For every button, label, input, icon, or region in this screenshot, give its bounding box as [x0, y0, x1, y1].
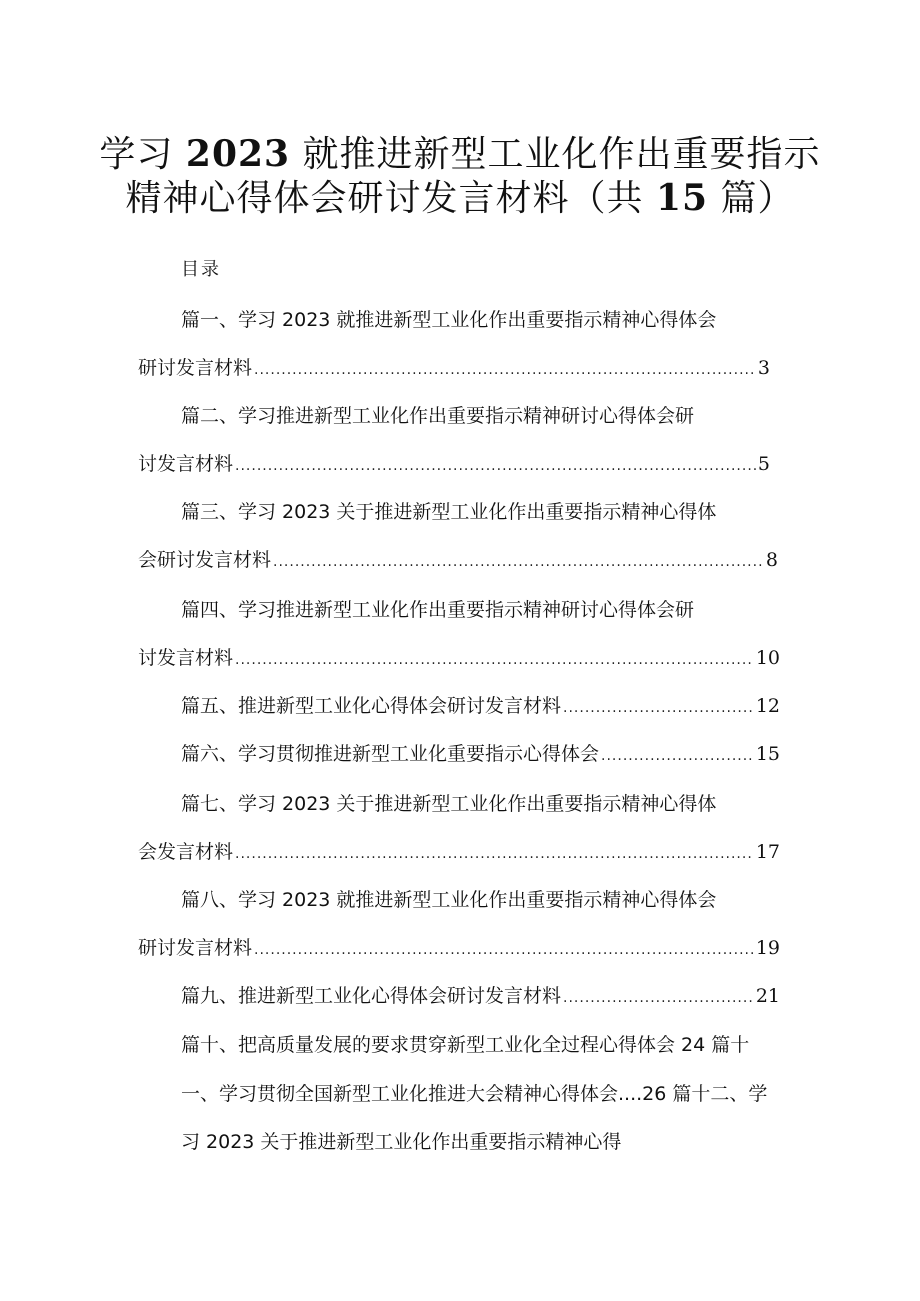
toc-page-number: 12 [755, 695, 780, 717]
document-title-line-1 [0, 132, 920, 177]
toc-leader-dots [563, 984, 754, 1012]
toc-leader-dots [254, 936, 754, 964]
toc-entry-text: 篇六、学习贯彻推进新型工业化重要指示心得体会 [181, 743, 600, 765]
toc-entry-text[interactable]: 篇一、学习 2023 就推进新型工业化作出重要指示精神心得体会 [181, 309, 717, 331]
toc-run-on-line[interactable]: 习 2023 关于推进新型工业化作出重要指示精神心得 [181, 1131, 622, 1153]
document-title-line-2 [0, 176, 920, 221]
toc-page-number: 8 [765, 549, 778, 571]
toc-run-on-line[interactable]: 一、学习贯彻全国新型工业化推进大会精神心得体会....26 篇十二、学 [181, 1083, 768, 1105]
toc-entry-text: 研讨发言材料 [138, 937, 253, 959]
toc-entry-text[interactable]: 篇二、学习推进新型工业化作出重要指示精神研讨心得体会研 [181, 405, 695, 427]
toc-leader-dots [601, 742, 754, 770]
toc-entry-text[interactable]: 篇八、学习 2023 就推进新型工业化作出重要指示精神心得体会 [181, 889, 717, 911]
toc-leader-dots [254, 356, 756, 384]
toc-leader-dots [235, 840, 754, 868]
toc-heading: 目录 [181, 259, 221, 280]
title-text: 精神心得体会研讨发言材料（共 [125, 178, 644, 219]
toc-page-number: 10 [755, 647, 780, 669]
title-count: 15 [655, 177, 709, 219]
toc-entry-text[interactable]: 篇三、学习 2023 关于推进新型工业化作出重要指示精神心得体 [181, 501, 717, 523]
toc-entry-text: 会研讨发言材料 [138, 549, 272, 571]
toc-entry[interactable] [138, 934, 780, 964]
toc-leader-dots [235, 452, 756, 480]
toc-page-number: 19 [755, 937, 780, 959]
toc-entry-text: 讨发言材料 [138, 647, 234, 669]
toc-entry[interactable] [138, 450, 770, 480]
toc-leader-dots [563, 694, 754, 722]
title-text: 就推进新型工业化作出重要指示 [302, 134, 821, 175]
title-text: 学习 [99, 134, 174, 175]
toc-entry-text: 会发言材料 [138, 841, 234, 863]
toc-entry[interactable] [181, 692, 780, 722]
toc-page-number: 5 [757, 453, 770, 475]
toc-page-number: 3 [757, 357, 770, 379]
title-text: 篇） [720, 178, 795, 219]
toc-entry-text: 研讨发言材料 [138, 357, 253, 379]
toc-entry-text: 篇九、推进新型工业化心得体会研讨发言材料 [181, 985, 562, 1007]
toc-page-number: 15 [755, 743, 780, 765]
toc-entry[interactable] [181, 982, 780, 1012]
toc-entry[interactable] [181, 740, 780, 770]
toc-leader-dots [273, 548, 764, 576]
toc-entry[interactable] [138, 354, 770, 384]
title-year: 2023 [185, 133, 291, 175]
toc-entry[interactable] [138, 838, 780, 868]
toc-leader-dots [235, 646, 754, 674]
toc-entry[interactable] [138, 546, 778, 576]
toc-run-on-line[interactable]: 篇十、把高质量发展的要求贯穿新型工业化全过程心得体会 24 篇十 [181, 1034, 750, 1056]
toc-entry-text: 篇五、推进新型工业化心得体会研讨发言材料 [181, 695, 562, 717]
toc-page-number: 17 [755, 841, 780, 863]
toc-entry[interactable] [138, 644, 780, 674]
toc-entry-text[interactable]: 篇七、学习 2023 关于推进新型工业化作出重要指示精神心得体 [181, 793, 717, 815]
toc-entry-text: 讨发言材料 [138, 453, 234, 475]
toc-page-number: 21 [755, 985, 780, 1007]
toc-entry-text[interactable]: 篇四、学习推进新型工业化作出重要指示精神研讨心得体会研 [181, 599, 695, 621]
